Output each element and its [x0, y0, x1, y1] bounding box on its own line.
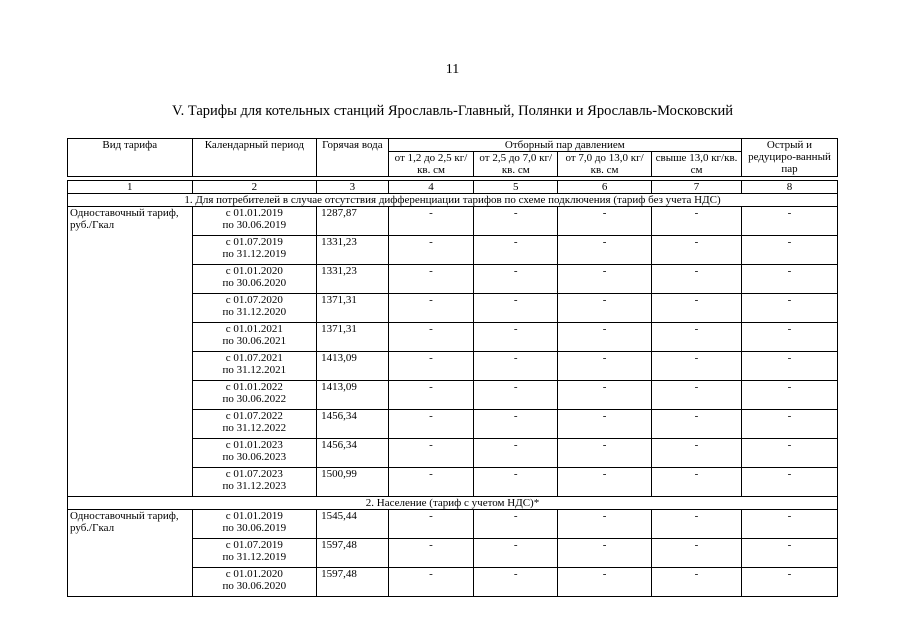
col-number: 7 — [652, 181, 742, 194]
table-row — [68, 323, 838, 352]
tariff-type-cell — [68, 568, 193, 597]
empty-value: - — [652, 294, 742, 323]
page-number: 11 — [445, 62, 460, 77]
hot-water-value: 1545,44 — [317, 510, 388, 539]
column-numbers-row — [68, 181, 838, 194]
tariff-type-cell — [68, 439, 193, 468]
table-row — [68, 294, 838, 323]
period-from: с 01.07.2020 — [225, 294, 283, 306]
empty-value: - — [388, 236, 474, 265]
table-row — [68, 236, 838, 265]
hot-water-value: 1413,09 — [317, 381, 388, 410]
period-cell — [192, 439, 317, 468]
empty-value: - — [388, 381, 474, 410]
empty-value: - — [558, 323, 652, 352]
empty-value: - — [741, 539, 837, 568]
header-pressure-1: от 1,2 до 2,5 кг/кв. см — [388, 152, 474, 177]
period-from: с 01.07.2019 — [225, 539, 283, 551]
header-steam: Отборный пар давлением — [388, 139, 741, 152]
table-row — [68, 539, 838, 568]
empty-value: - — [558, 510, 652, 539]
section-header-row — [68, 497, 838, 510]
empty-value: - — [652, 236, 742, 265]
period-cell — [192, 468, 317, 497]
empty-value: - — [388, 265, 474, 294]
hot-water-value: 1597,48 — [317, 539, 388, 568]
period-to: по 30.06.2022 — [222, 393, 287, 405]
empty-value: - — [558, 265, 652, 294]
section-title: 1. Для потребителей в случае отсутствия дифференциации тарифов по схеме подключения (тариф без учета НДС) — [68, 194, 838, 207]
empty-value: - — [652, 410, 742, 439]
period-from: с 01.01.2020 — [225, 568, 283, 580]
period-to: по 31.12.2019 — [222, 248, 287, 260]
col-number: 5 — [474, 181, 558, 194]
empty-value: - — [741, 294, 837, 323]
hot-water-value: 1371,31 — [317, 294, 388, 323]
hot-water-value: 1413,09 — [317, 352, 388, 381]
tariff-type-cell — [68, 236, 193, 265]
period-to: по 31.12.2023 — [222, 480, 287, 492]
period-to: по 31.12.2019 — [222, 551, 287, 563]
period-cell — [192, 236, 317, 265]
period-cell — [192, 207, 317, 236]
empty-value: - — [741, 323, 837, 352]
table-row — [68, 381, 838, 410]
empty-value: - — [474, 294, 558, 323]
empty-value: - — [388, 510, 474, 539]
period-to: по 31.12.2021 — [222, 364, 287, 376]
table-row — [68, 568, 838, 597]
period-to: по 31.12.2020 — [222, 306, 287, 318]
period-from: с 01.01.2023 — [225, 439, 283, 451]
tariff-type-cell — [68, 352, 193, 381]
col-number: 2 — [192, 181, 317, 194]
empty-value: - — [474, 381, 558, 410]
table-row — [68, 265, 838, 294]
header-pressure-2: от 2,5 до 7,0 кг/кв. см — [474, 152, 558, 177]
empty-value: - — [741, 439, 837, 468]
hot-water-value: 1456,34 — [317, 439, 388, 468]
period-from: с 01.07.2022 — [225, 410, 283, 422]
empty-value: - — [388, 294, 474, 323]
period-to: по 30.06.2021 — [222, 335, 287, 347]
col-number: 1 — [68, 181, 193, 194]
empty-value: - — [388, 439, 474, 468]
period-to: по 30.06.2019 — [222, 522, 287, 534]
empty-value: - — [558, 439, 652, 468]
col-number: 3 — [317, 181, 388, 194]
col-number: 6 — [558, 181, 652, 194]
tariff-type-cell — [68, 294, 193, 323]
page-title: V. Тарифы для котельных станций Ярославль-Главный, Полянки и Ярославль-Московский — [171, 103, 734, 119]
period-from: с 01.01.2020 — [225, 265, 283, 277]
period-cell — [192, 265, 317, 294]
col-number: 8 — [741, 181, 837, 194]
empty-value: - — [652, 468, 742, 497]
period-from: с 01.01.2022 — [225, 381, 283, 393]
empty-value: - — [474, 539, 558, 568]
empty-value: - — [652, 381, 742, 410]
header-period: Календарный период — [192, 139, 317, 177]
hot-water-value: 1331,23 — [317, 236, 388, 265]
empty-value: - — [652, 323, 742, 352]
period-cell — [192, 352, 317, 381]
period-cell — [192, 410, 317, 439]
period-from: с 01.01.2021 — [225, 323, 283, 335]
period-to: по 30.06.2020 — [222, 277, 287, 289]
hot-water-value: 1287,87 — [317, 207, 388, 236]
empty-value: - — [474, 352, 558, 381]
empty-value: - — [474, 439, 558, 468]
hot-water-value: 1597,48 — [317, 568, 388, 597]
tariff-type-cell: Одноставочный тариф, руб./Гкал — [68, 207, 193, 236]
period-cell — [192, 539, 317, 568]
empty-value: - — [652, 439, 742, 468]
period-cell — [192, 381, 317, 410]
empty-value: - — [474, 468, 558, 497]
empty-value: - — [652, 568, 742, 597]
empty-value: - — [558, 381, 652, 410]
header-type: Вид тарифа — [68, 139, 193, 177]
empty-value: - — [558, 468, 652, 497]
period-to: по 30.06.2019 — [222, 219, 287, 231]
table-row — [68, 468, 838, 497]
period-cell — [192, 510, 317, 539]
empty-value: - — [741, 468, 837, 497]
tariff-type-cell — [68, 468, 193, 497]
empty-value: - — [652, 539, 742, 568]
period-to: по 30.06.2023 — [222, 451, 287, 463]
section-title: 2. Население (тариф с учетом НДС)* — [68, 497, 838, 510]
header-hot-water: Горячая вода — [317, 139, 388, 177]
empty-value: - — [558, 568, 652, 597]
col-number: 4 — [388, 181, 474, 194]
header-sharp-steam: Острый и редуциро-ванный пар — [741, 139, 837, 177]
header-pressure-3: от 7,0 до 13,0 кг/кв. см — [558, 152, 652, 177]
hot-water-value: 1371,31 — [317, 323, 388, 352]
period-from: с 01.01.2019 — [225, 207, 283, 219]
empty-value: - — [474, 568, 558, 597]
tariff-type-cell — [68, 265, 193, 294]
hot-water-value: 1500,99 — [317, 468, 388, 497]
hot-water-value: 1456,34 — [317, 410, 388, 439]
period-from: с 01.01.2019 — [225, 510, 283, 522]
empty-value: - — [741, 265, 837, 294]
period-cell — [192, 568, 317, 597]
empty-value: - — [652, 352, 742, 381]
empty-value: - — [558, 352, 652, 381]
empty-value: - — [388, 352, 474, 381]
empty-value: - — [741, 207, 837, 236]
empty-value: - — [388, 207, 474, 236]
empty-value: - — [652, 207, 742, 236]
empty-value: - — [558, 207, 652, 236]
period-to: по 30.06.2020 — [222, 580, 287, 592]
empty-value: - — [388, 323, 474, 352]
period-cell — [192, 294, 317, 323]
empty-value: - — [388, 468, 474, 497]
hot-water-value: 1331,23 — [317, 265, 388, 294]
section-header-row — [68, 194, 838, 207]
tariff-type-cell — [68, 323, 193, 352]
table-row — [68, 510, 838, 539]
empty-value: - — [741, 410, 837, 439]
empty-value: - — [474, 410, 558, 439]
table-row — [68, 410, 838, 439]
empty-value: - — [741, 236, 837, 265]
empty-value: - — [474, 207, 558, 236]
empty-value: - — [558, 236, 652, 265]
empty-value: - — [652, 510, 742, 539]
empty-value: - — [741, 568, 837, 597]
empty-value: - — [741, 381, 837, 410]
empty-value: - — [388, 410, 474, 439]
header-pressure-4: свыше 13,0 кг/кв. см — [652, 152, 742, 177]
tariff-table — [67, 138, 838, 597]
tariff-type-cell — [68, 410, 193, 439]
period-cell — [192, 323, 317, 352]
empty-value: - — [741, 352, 837, 381]
empty-value: - — [388, 539, 474, 568]
empty-value: - — [474, 236, 558, 265]
empty-value: - — [558, 410, 652, 439]
empty-value: - — [652, 265, 742, 294]
tariff-type-cell: Одноставочный тариф, руб./Гкал — [68, 510, 193, 539]
table-row — [68, 207, 838, 236]
period-from: с 01.07.2019 — [225, 236, 283, 248]
period-to: по 31.12.2022 — [222, 422, 287, 434]
empty-value: - — [388, 568, 474, 597]
period-from: с 01.07.2023 — [225, 468, 283, 480]
table-row — [68, 352, 838, 381]
empty-value: - — [474, 265, 558, 294]
table-row — [68, 439, 838, 468]
empty-value: - — [741, 510, 837, 539]
empty-value: - — [474, 510, 558, 539]
empty-value: - — [558, 294, 652, 323]
empty-value: - — [474, 323, 558, 352]
tariff-type-cell — [68, 381, 193, 410]
tariff-type-cell — [68, 539, 193, 568]
period-from: с 01.07.2021 — [225, 352, 283, 364]
empty-value: - — [558, 539, 652, 568]
